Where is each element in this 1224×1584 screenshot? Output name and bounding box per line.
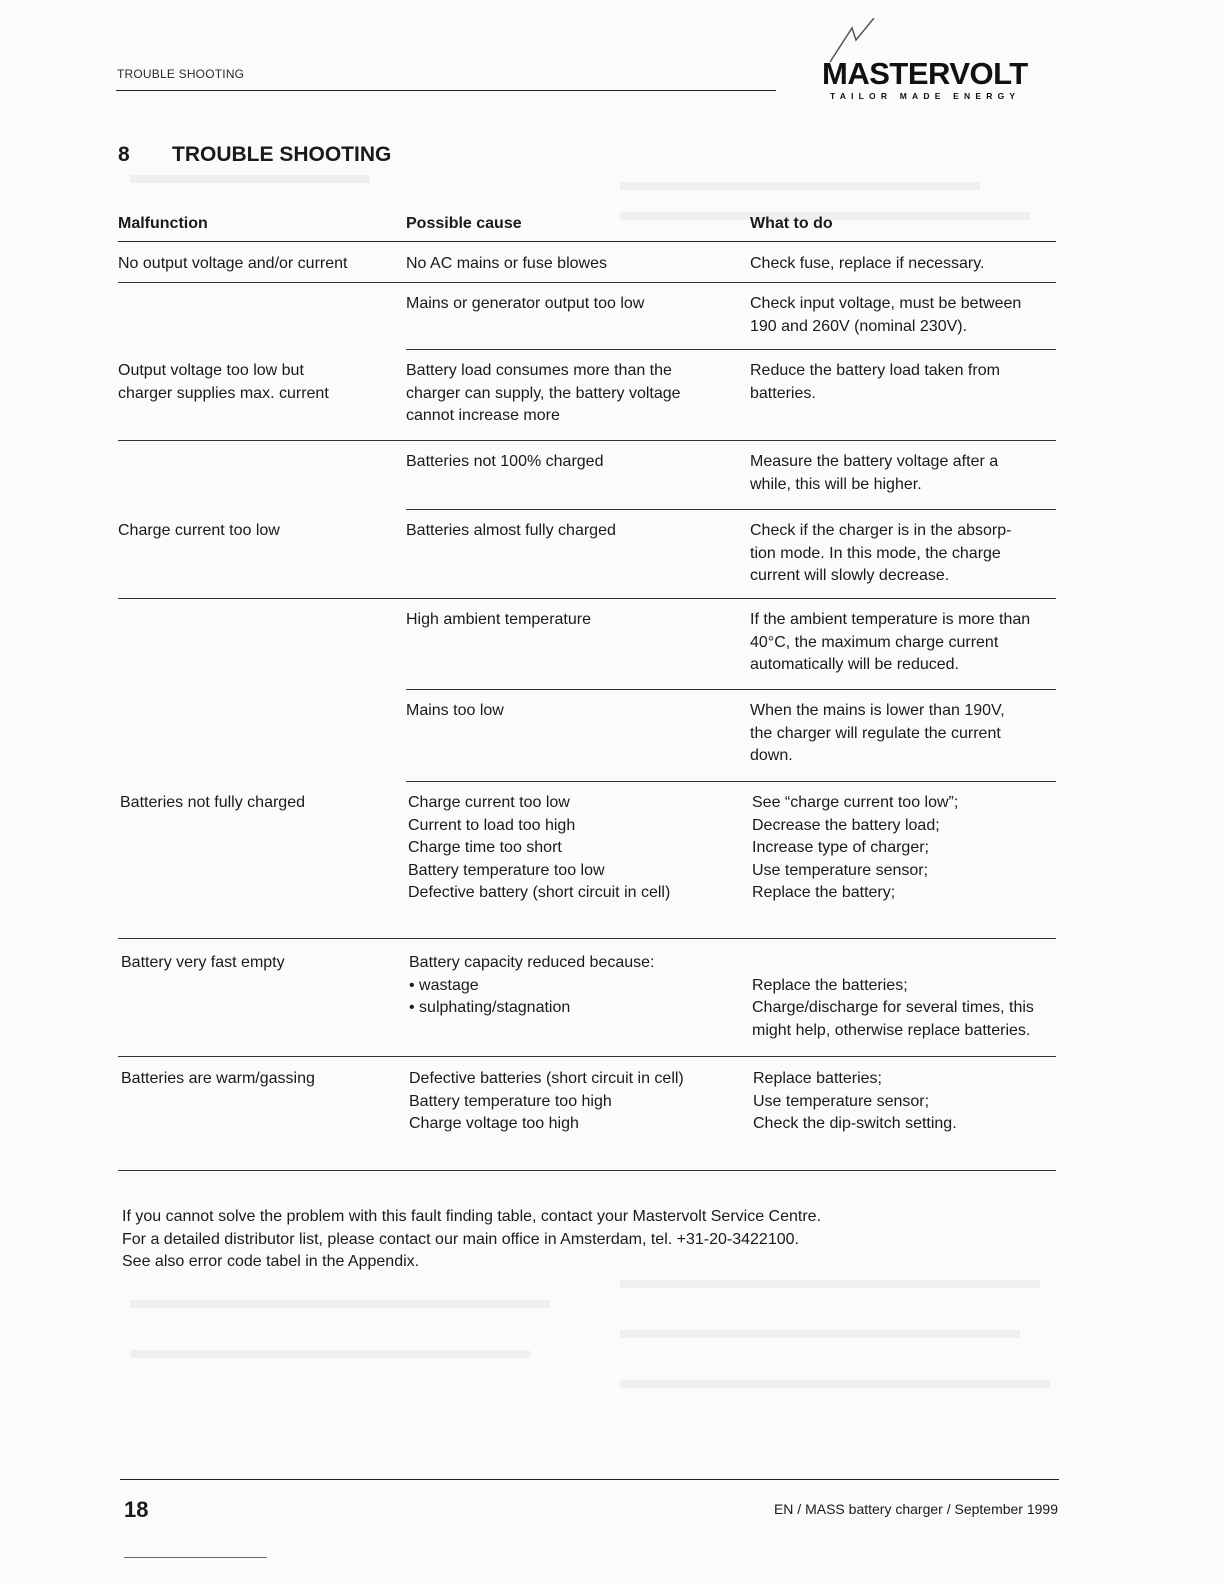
footer-rule xyxy=(120,1479,1059,1480)
table-row xyxy=(118,242,1056,283)
column-header-cause: Possible cause xyxy=(406,215,522,232)
action-cell: See “charge current too low”; Decrease the battery load; Increase type of charger; Use temperature sensor; Replace the battery; xyxy=(752,794,959,901)
page-number: 18 xyxy=(124,1497,149,1522)
support-note: See also error code tabel in the Appendix. xyxy=(122,1253,420,1270)
table-row xyxy=(118,510,1056,599)
table-row xyxy=(406,441,1056,510)
malfunction-cell: Batteries not fully charged xyxy=(120,794,305,811)
malfunction-cell: Batteries are warm/gassing xyxy=(121,1070,315,1087)
column-header-action: What to do xyxy=(750,215,833,232)
bleed-through xyxy=(620,182,980,190)
support-note: For a detailed distributor list, please contact our main office in Amsterdam, tel. +31-20-3422100. xyxy=(122,1230,799,1248)
section-title xyxy=(118,143,391,167)
action-cell: Check fuse, replace if necessary. xyxy=(750,255,985,272)
action-cell: Reduce the battery load taken from batteries. xyxy=(750,362,1000,402)
cause-cell: No AC mains or fuse blowes xyxy=(406,255,607,272)
table-row xyxy=(118,350,1056,441)
bleed-through xyxy=(130,175,370,183)
cause-cell: Battery load consumes more than the charger can supply, the battery voltage cannot increase more xyxy=(406,362,681,424)
malfunction-cell: Battery very fast empty xyxy=(121,954,285,971)
column-header-malfunction: Malfunction xyxy=(118,215,208,232)
support-note: If you cannot solve the problem with this fault finding table, contact your Mastervolt Service Centre. xyxy=(122,1208,822,1225)
table-row xyxy=(118,1057,1056,1171)
cause-cell: Mains or generator output too low xyxy=(406,295,645,312)
action-cell: Measure the battery voltage after a while, this will be higher. xyxy=(750,453,999,493)
table-row xyxy=(406,599,1056,690)
action-cell: Replace the batteries; Charge/discharge for several times, this might help, otherwise replace batteries. xyxy=(752,976,1034,1039)
malfunction-cell: Output voltage too low but charger supplies max. current xyxy=(118,362,329,402)
table-row xyxy=(118,939,1056,1057)
bleed-through xyxy=(620,1380,1050,1388)
table-row xyxy=(118,782,1056,939)
bleed-through xyxy=(620,1280,1040,1288)
table-row xyxy=(406,690,1056,782)
troubleshooting-table xyxy=(118,213,1056,1171)
action-cell: Check input voltage, must be between 190 and 260V (nominal 230V). xyxy=(750,295,1022,335)
brand-name: MASTERVOLT xyxy=(822,56,1028,91)
document-id: EN / MASS battery charger / September 1999 xyxy=(773,1501,1058,1517)
action-cell: If the ambient temperature is more than 40°C, the maximum charge current automatically will be reduced. xyxy=(750,611,1031,673)
bleed-through xyxy=(620,1330,1020,1338)
cause-cell: Batteries not 100% charged xyxy=(406,453,604,470)
cause-cell: High ambient temperature xyxy=(406,611,591,628)
scan-artifact-line xyxy=(124,1557,267,1558)
table-header xyxy=(118,213,1056,242)
header-rule xyxy=(116,90,776,91)
cause-cell: Battery capacity reduced because: • wastage • sulphating/stagnation xyxy=(409,954,655,1016)
support-notes xyxy=(122,1206,821,1274)
cause-cell: Defective batteries (short circuit in cell) Battery temperature too high Charge voltage too high xyxy=(409,1070,684,1132)
malfunction-cell: No output voltage and/or current xyxy=(118,255,348,272)
bleed-through xyxy=(130,1300,550,1308)
action-cell: Check if the charger is in the absorp- tion mode. In this mode, the charge current will slowly decrease. xyxy=(750,522,1012,584)
running-head: TROUBLE SHOOTING xyxy=(117,67,245,81)
brand-logo xyxy=(822,58,1062,101)
action-cell: Replace batteries; Use temperature sensor; Check the dip-switch setting. xyxy=(753,1070,957,1132)
action-cell: When the mains is lower than 190V, the charger will regulate the current down. xyxy=(750,702,1005,764)
cause-cell: Mains too low xyxy=(406,702,504,719)
malfunction-cell: Charge current too low xyxy=(118,522,280,539)
cause-cell: Charge current too low Current to load too high Charge time too short Battery temperature too low Defective battery (short circuit in cell) xyxy=(408,794,671,901)
logo-swoosh-icon xyxy=(822,18,882,68)
cause-cell: Batteries almost fully charged xyxy=(406,522,616,539)
section-heading: TROUBLE SHOOTING xyxy=(172,143,392,166)
bleed-through xyxy=(130,1350,530,1358)
table-row xyxy=(406,283,1056,350)
section-number: 8 xyxy=(118,143,130,166)
brand-tagline: TAILOR MADE ENERGY xyxy=(830,91,1021,101)
